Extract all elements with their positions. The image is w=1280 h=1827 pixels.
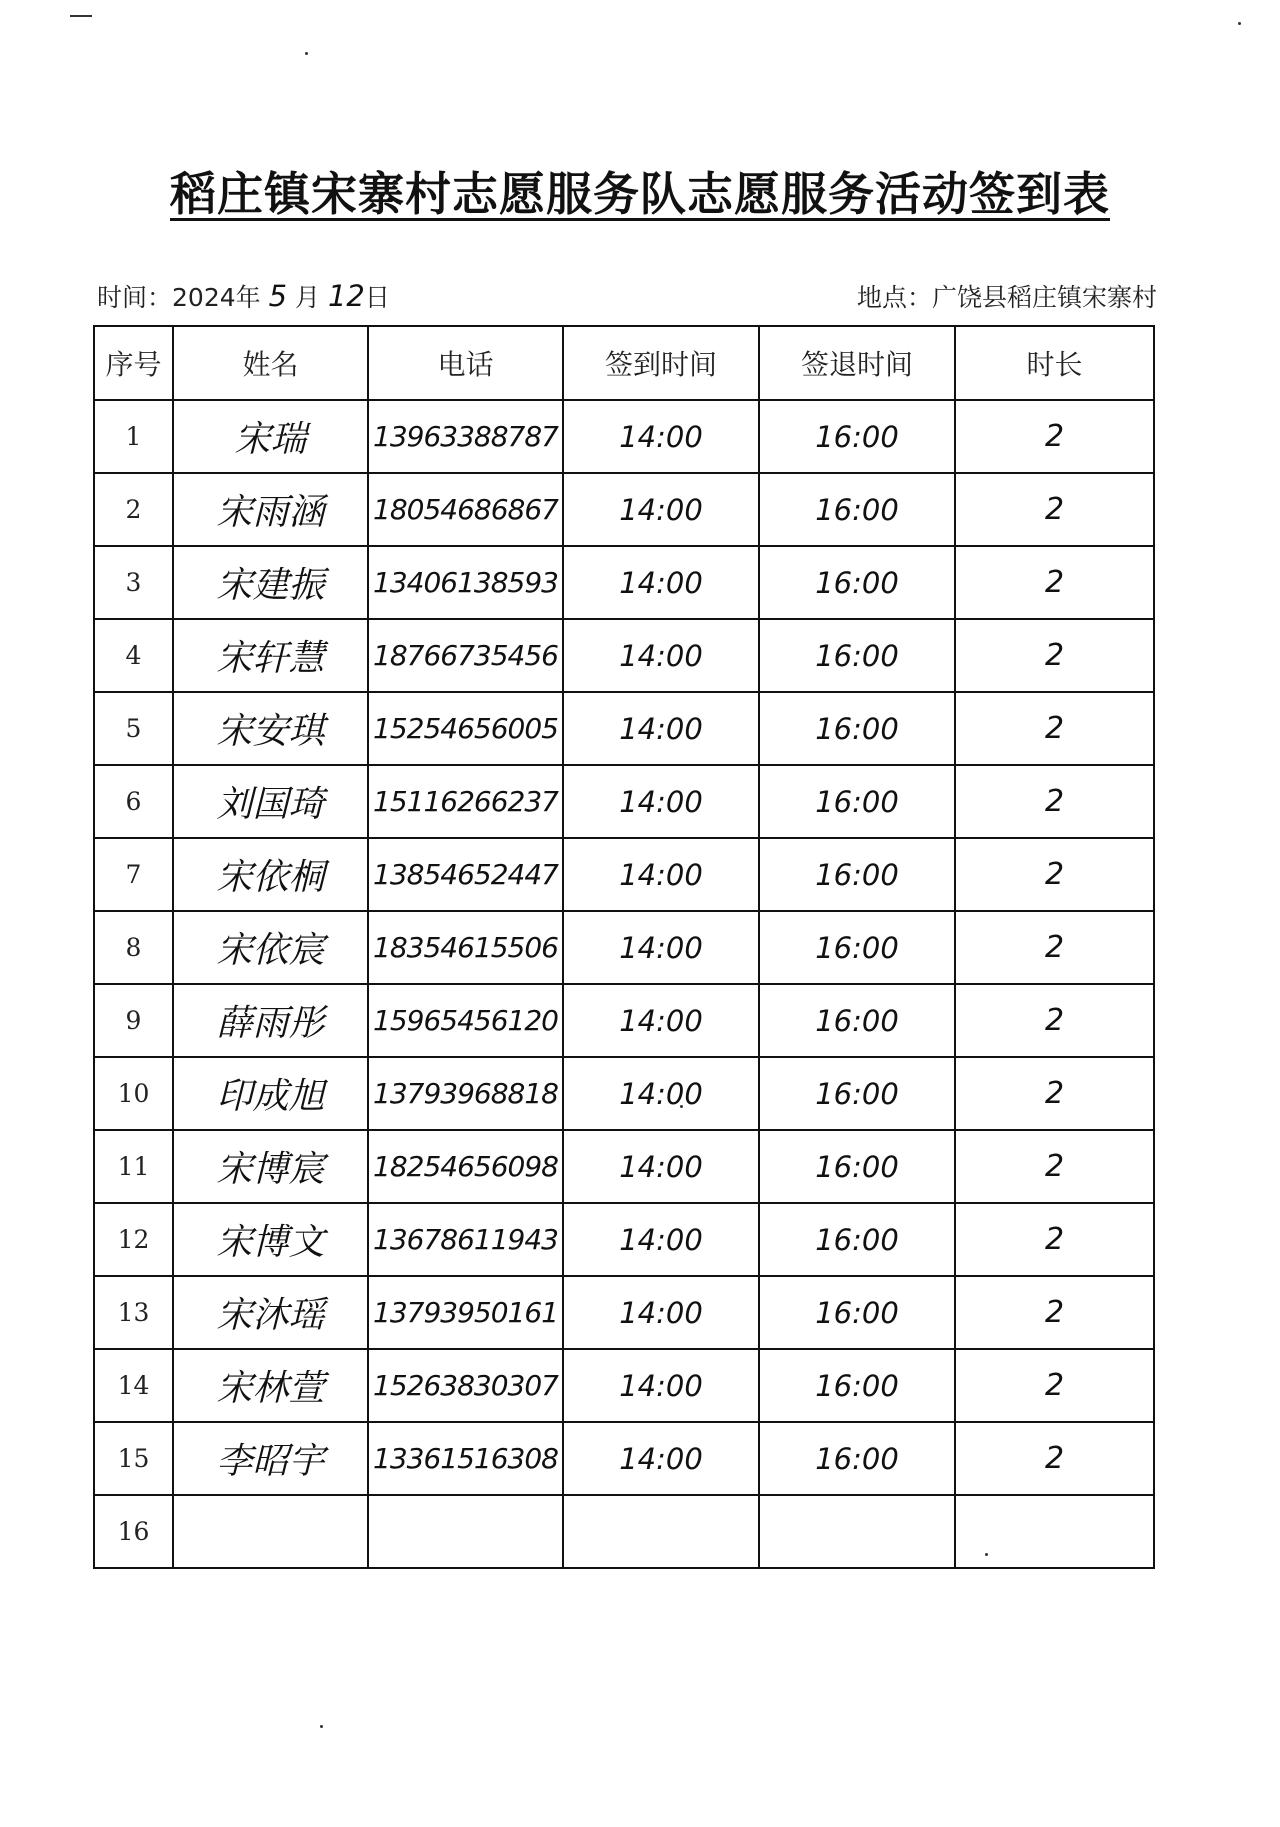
cell-sign-out-handwritten: 16:00 (759, 1057, 955, 1130)
table-row (94, 1130, 1154, 1203)
cell-phone-handwritten (368, 1495, 563, 1568)
cell-name-handwritten: 宋依桐 (173, 838, 368, 911)
cell-duration-handwritten: 2 (955, 838, 1154, 911)
cell-name-handwritten: 宋轩慧 (173, 619, 368, 692)
cell-duration-handwritten: 2 (955, 1130, 1154, 1203)
table-row (94, 619, 1154, 692)
cell-sign-in-handwritten: 14:00 (563, 1203, 759, 1276)
cell-phone-handwritten: 13793968818 (368, 1057, 563, 1130)
page-title (100, 158, 1180, 224)
cell-serial-no: 5 (94, 692, 173, 765)
cell-sign-out-handwritten: 16:00 (759, 838, 955, 911)
table-header-row (94, 326, 1154, 400)
table-row (94, 473, 1154, 546)
header-phone: 电话 (368, 326, 563, 400)
cell-duration-handwritten: 2 (955, 692, 1154, 765)
page-title-text: 稻庄镇宋寨村志愿服务队志愿服务活动签到表 (170, 167, 1110, 221)
cell-duration-handwritten: 2 (955, 546, 1154, 619)
cell-serial-no: 6 (94, 765, 173, 838)
cell-name-handwritten: 宋依宸 (173, 911, 368, 984)
cell-serial-no: 12 (94, 1203, 173, 1276)
table-row (94, 1495, 1154, 1568)
table-row (94, 765, 1154, 838)
cell-serial-no: 2 (94, 473, 173, 546)
cell-name-handwritten: 宋安琪 (173, 692, 368, 765)
cell-name-handwritten: 宋博文 (173, 1203, 368, 1276)
cell-duration-handwritten: 2 (955, 1422, 1154, 1495)
cell-sign-in-handwritten: 14:00 (563, 473, 759, 546)
cell-sign-in-handwritten: 14:00 (563, 984, 759, 1057)
cell-sign-in-handwritten: 14:00 (563, 765, 759, 838)
table-row (94, 1203, 1154, 1276)
cell-serial-no: 13 (94, 1276, 173, 1349)
header-sign-in-time: 签到时间 (563, 326, 759, 400)
cell-duration-handwritten: 2 (955, 619, 1154, 692)
date-day-unit: 日 (364, 283, 390, 312)
table-row (94, 838, 1154, 911)
cell-serial-no: 4 (94, 619, 173, 692)
cell-name-handwritten: 宋沐瑶 (173, 1276, 368, 1349)
cell-serial-no: 7 (94, 838, 173, 911)
cell-name-handwritten: 宋雨涵 (173, 473, 368, 546)
table-row (94, 984, 1154, 1057)
cell-name-handwritten: 宋林萱 (173, 1349, 368, 1422)
cell-sign-in-handwritten: 14:00 (563, 1057, 759, 1130)
cell-serial-no: 1 (94, 400, 173, 473)
scan-speck (320, 1725, 323, 1728)
table-body (94, 400, 1154, 1568)
cell-serial-no: 15 (94, 1422, 173, 1495)
cell-sign-in-handwritten: 14:00 (563, 1349, 759, 1422)
cell-phone-handwritten: 18054686867 (368, 473, 563, 546)
cell-serial-no: 16 (94, 1495, 173, 1568)
cell-duration-handwritten: 2 (955, 1276, 1154, 1349)
table-row (94, 692, 1154, 765)
cell-sign-out-handwritten: 16:00 (759, 546, 955, 619)
cell-phone-handwritten: 13963388787 (368, 400, 563, 473)
cell-phone-handwritten: 18254656098 (368, 1130, 563, 1203)
cell-sign-in-handwritten: 14:00 (563, 1130, 759, 1203)
cell-serial-no: 11 (94, 1130, 173, 1203)
cell-sign-out-handwritten: 16:00 (759, 1422, 955, 1495)
cell-sign-in-handwritten: 14:00 (563, 546, 759, 619)
cell-name-handwritten: 刘国琦 (173, 765, 368, 838)
cell-sign-in-handwritten: 14:00 (563, 400, 759, 473)
cell-name-handwritten (173, 1495, 368, 1568)
table-row (94, 1276, 1154, 1349)
cell-duration-handwritten (955, 1495, 1154, 1568)
cell-serial-no: 3 (94, 546, 173, 619)
cell-name-handwritten: 宋博宸 (173, 1130, 368, 1203)
cell-phone-handwritten: 13406138593 (368, 546, 563, 619)
meta-row (97, 278, 1157, 318)
cell-sign-out-handwritten: 16:00 (759, 984, 955, 1057)
cell-phone-handwritten: 13678611943 (368, 1203, 563, 1276)
cell-phone-handwritten: 13361516308 (368, 1422, 563, 1495)
sign-in-table (93, 325, 1155, 1569)
cell-duration-handwritten: 2 (955, 400, 1154, 473)
cell-duration-handwritten: 2 (955, 1203, 1154, 1276)
location-value: 广饶县稻庄镇宋寨村 (931, 283, 1157, 312)
cell-phone-handwritten: 13854652447 (368, 838, 563, 911)
location-label: 地点： (856, 283, 932, 312)
cell-sign-out-handwritten (759, 1495, 955, 1568)
cell-name-handwritten: 宋建振 (173, 546, 368, 619)
cell-name-handwritten: 印成旭 (173, 1057, 368, 1130)
date-label: 时间： (97, 283, 173, 312)
cell-duration-handwritten: 2 (955, 911, 1154, 984)
date-month-unit: 月 (295, 283, 321, 312)
cell-sign-out-handwritten: 16:00 (759, 400, 955, 473)
cell-sign-in-handwritten: 14:00 (563, 619, 759, 692)
cell-duration-handwritten: 2 (955, 765, 1154, 838)
table-row (94, 546, 1154, 619)
table-row (94, 400, 1154, 473)
cell-name-handwritten: 李昭宇 (173, 1422, 368, 1495)
cell-serial-no: 9 (94, 984, 173, 1057)
header-name: 姓名 (173, 326, 368, 400)
cell-sign-in-handwritten: 14:00 (563, 911, 759, 984)
cell-name-handwritten: 宋瑞 (173, 400, 368, 473)
cell-sign-out-handwritten: 16:00 (759, 692, 955, 765)
cell-sign-in-handwritten: 14:00 (563, 1276, 759, 1349)
cell-serial-no: 8 (94, 911, 173, 984)
cell-sign-out-handwritten: 16:00 (759, 911, 955, 984)
date-year: 2024年 (172, 283, 261, 312)
table-row (94, 911, 1154, 984)
scan-speck (1238, 22, 1241, 25)
table-row (94, 1349, 1154, 1422)
scan-speck (70, 15, 92, 17)
cell-phone-handwritten: 13793950161 (368, 1276, 563, 1349)
date-field (97, 278, 390, 314)
cell-sign-out-handwritten: 16:00 (759, 1349, 955, 1422)
cell-name-handwritten: 薛雨彤 (173, 984, 368, 1057)
cell-phone-handwritten: 15965456120 (368, 984, 563, 1057)
cell-duration-handwritten: 2 (955, 1057, 1154, 1130)
date-month-handwritten: 5 (268, 279, 288, 313)
cell-sign-out-handwritten: 16:00 (759, 619, 955, 692)
cell-sign-out-handwritten: 16:00 (759, 1203, 955, 1276)
cell-phone-handwritten: 15254656005 (368, 692, 563, 765)
cell-serial-no: 10 (94, 1057, 173, 1130)
header-duration: 时长 (955, 326, 1154, 400)
cell-duration-handwritten: 2 (955, 984, 1154, 1057)
cell-duration-handwritten: 2 (955, 1349, 1154, 1422)
location-field (857, 278, 1157, 314)
cell-sign-out-handwritten: 16:00 (759, 1130, 955, 1203)
cell-sign-in-handwritten: 14:00 (563, 1422, 759, 1495)
header-serial-no: 序号 (94, 326, 173, 400)
cell-sign-in-handwritten: 14:00 (563, 692, 759, 765)
cell-duration-handwritten: 2 (955, 473, 1154, 546)
cell-serial-no: 14 (94, 1349, 173, 1422)
cell-phone-handwritten: 15116266237 (368, 765, 563, 838)
cell-phone-handwritten: 15263830307 (368, 1349, 563, 1422)
cell-phone-handwritten: 18354615506 (368, 911, 563, 984)
cell-sign-out-handwritten: 16:00 (759, 473, 955, 546)
cell-phone-handwritten: 18766735456 (368, 619, 563, 692)
table-row (94, 1422, 1154, 1495)
cell-sign-out-handwritten: 16:00 (759, 1276, 955, 1349)
date-day-handwritten: 12 (327, 279, 365, 313)
scan-speck (305, 52, 308, 55)
table-row (94, 1057, 1154, 1130)
header-sign-out-time: 签退时间 (759, 326, 955, 400)
cell-sign-out-handwritten: 16:00 (759, 765, 955, 838)
cell-sign-in-handwritten (563, 1495, 759, 1568)
cell-sign-in-handwritten: 14:00 (563, 838, 759, 911)
